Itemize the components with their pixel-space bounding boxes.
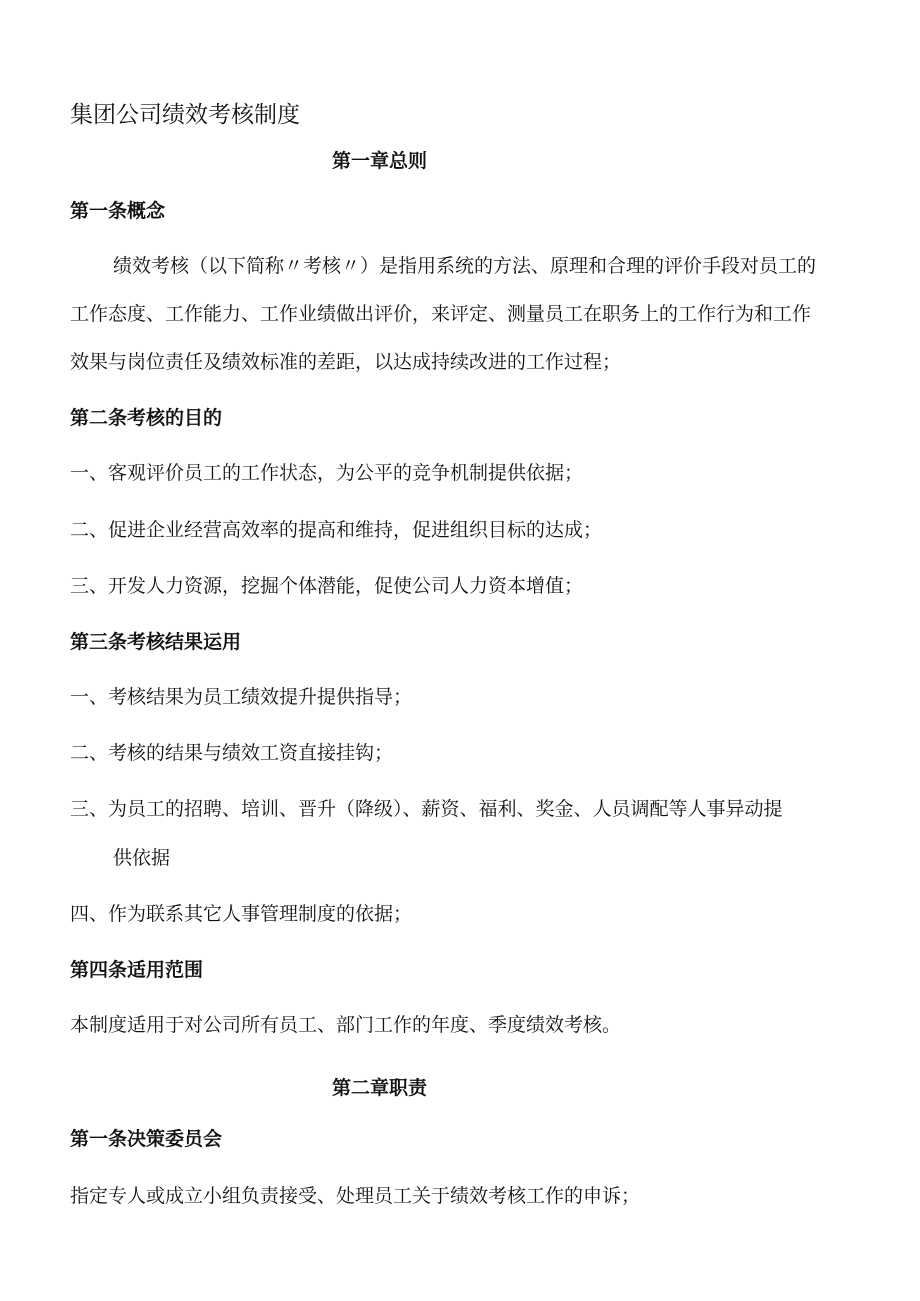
article-3-item-3-line-2: 供依据 [113,847,171,869]
chapter-1-heading: 第一章总则 [332,150,428,172]
article-3-item-3-line-1: 三、为员工的招聘、培训、晋升（降级）、薪资、福利、奖金、人员调配等人事异动提 [70,798,783,820]
article-3-item-2: 二、考核的结果与绩效工资直接挂钩； [70,742,394,764]
article-3-item-4: 四、作为联系其它人事管理制度的依据； [70,903,413,925]
article-1-heading: 第一条概念 [70,200,166,222]
article-1-paragraph-line-3: 效果与岗位责任及绩效标准的差距，以达成持续改进的工作过程； [70,351,622,373]
chapter-2-heading: 第二章职责 [332,1077,428,1099]
article-1-paragraph-line-2: 工作态度、工作能力、工作业绩做出评价，来评定、测量员工在职务上的工作行为和工作 [70,303,812,325]
article-4-paragraph: 本制度适用于对公司所有员工、部门工作的年度、季度绩效考核。 [70,1014,622,1036]
article-3-item-1: 一、考核结果为员工绩效提升提供指导； [70,686,413,708]
article-2-heading: 第二条考核的目的 [70,407,223,429]
chapter-2-article-1-heading: 第一条决策委员会 [70,1128,223,1150]
article-2-item-3: 三、开发人力资源，挖掘个体潜能，促使公司人力资本增值； [70,575,584,597]
article-4-heading: 第四条适用范围 [70,959,204,981]
document-title: 集团公司绩效考核制度 [70,102,300,128]
article-1-paragraph-line-1: 绩效考核（以下简称〃考核〃）是指用系统的方法、原理和合理的评价手段对员工的 [113,255,817,277]
article-2-item-2: 二、促进企业经营高效率的提高和维持，促进组织目标的达成； [70,519,603,541]
chapter-2-article-1-paragraph: 指定专人或成立小组负责接受、处理员工关于绩效考核工作的申诉； [70,1185,641,1207]
article-2-item-1: 一、客观评价员工的工作状态，为公平的竞争机制提供依据； [70,462,584,484]
article-3-heading: 第三条考核结果运用 [70,631,242,653]
